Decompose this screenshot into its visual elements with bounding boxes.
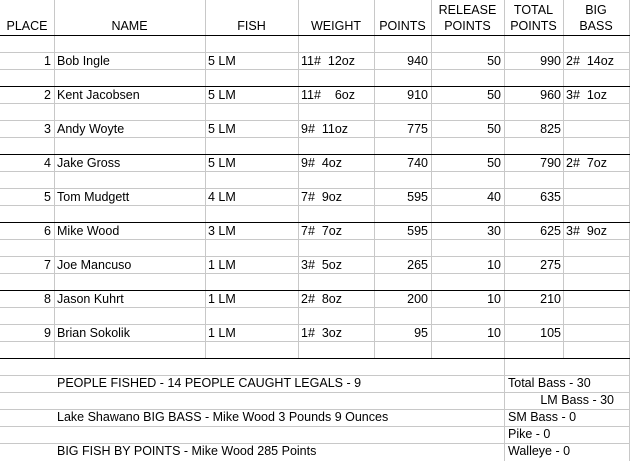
- header-bigbass-line2: BASS: [579, 19, 613, 33]
- pike-count: Pike - 0: [508, 427, 551, 441]
- release-points-cell: 50: [487, 88, 501, 102]
- release-points-cell: 10: [487, 258, 501, 272]
- walleye-count: Walleye - 0: [508, 444, 571, 458]
- points-cell: 595: [407, 190, 428, 204]
- big-bass-cell: 2# 7oz: [566, 156, 608, 170]
- big-bass-cell: [566, 189, 628, 206]
- total-points-cell: 790: [540, 156, 561, 170]
- name-cell: Mike Wood: [57, 224, 120, 238]
- table-bottom-border: [0, 358, 630, 359]
- total-points-cell: 990: [540, 54, 561, 68]
- big-bass-cell: [566, 257, 628, 274]
- place-cell: 3: [44, 122, 51, 136]
- fish-cell: 5 LM: [208, 122, 236, 136]
- total-points-cell: 105: [540, 326, 561, 340]
- header-bottom-border: [0, 35, 630, 36]
- big-bass-cell: 3# 1oz: [566, 88, 608, 102]
- grid-col-line: [298, 0, 299, 358]
- big-bass-cell: [566, 121, 628, 138]
- weight-cell: 9# 4oz: [301, 156, 343, 170]
- fish-cell: 5 LM: [208, 156, 236, 170]
- release-points-cell: 30: [487, 224, 501, 238]
- weight-cell: 3# 5oz: [301, 258, 343, 272]
- header-weight: WEIGHT: [311, 19, 361, 33]
- points-cell: 95: [414, 326, 428, 340]
- fish-cell: 4 LM: [208, 190, 236, 204]
- release-points-cell: 50: [487, 54, 501, 68]
- grid-col-line: [54, 0, 55, 358]
- place-cell: 9: [44, 326, 51, 340]
- header-total-line2: POINTS: [510, 19, 557, 33]
- points-cell: 775: [407, 122, 428, 136]
- weight-cell: 7# 7oz: [301, 224, 343, 238]
- release-points-cell: 50: [487, 156, 501, 170]
- total-bass-count: Total Bass - 30: [508, 376, 591, 390]
- fish-cell: 1 LM: [208, 258, 236, 272]
- fish-cell: 5 LM: [208, 54, 236, 68]
- place-cell: 6: [44, 224, 51, 238]
- fish-cell: 1 LM: [208, 292, 236, 306]
- release-points-cell: 50: [487, 122, 501, 136]
- name-cell: Joe Mancuso: [57, 258, 132, 272]
- big-bass-summary: Lake Shawano BIG BASS - Mike Wood 3 Pounds 9 Ounces: [57, 410, 389, 424]
- lm-bass-count: LM Bass - 30: [540, 393, 614, 407]
- total-points-cell: 275: [540, 258, 561, 272]
- name-cell: Tom Mudgett: [57, 190, 130, 204]
- place-cell: 5: [44, 190, 51, 204]
- header-fish: FISH: [237, 19, 266, 33]
- points-cell: 265: [407, 258, 428, 272]
- total-points-cell: 635: [540, 190, 561, 204]
- name-cell: Bob Ingle: [57, 54, 110, 68]
- grid-col-line: [563, 0, 564, 358]
- sm-bass-count: SM Bass - 0: [508, 410, 577, 424]
- fish-cell: 5 LM: [208, 88, 236, 102]
- name-cell: Brian Sokolik: [57, 326, 130, 340]
- fish-cell: 1 LM: [208, 326, 236, 340]
- points-cell: 200: [407, 292, 428, 306]
- header-points: POINTS: [379, 19, 426, 33]
- fish-cell: 3 LM: [208, 224, 236, 238]
- header-release-line2: POINTS: [444, 19, 491, 33]
- header-release-line1: RELEASE: [438, 3, 497, 17]
- place-cell: 4: [44, 156, 51, 170]
- big-bass-cell: [566, 325, 628, 342]
- name-cell: Kent Jacobsen: [57, 88, 140, 102]
- total-points-cell: 825: [540, 122, 561, 136]
- release-points-cell: 10: [487, 292, 501, 306]
- place-cell: 2: [44, 88, 51, 102]
- weight-cell: 11# 12oz: [301, 54, 355, 68]
- grid-col-line: [205, 0, 206, 358]
- place-cell: 8: [44, 292, 51, 306]
- big-bass-cell: 2# 14oz: [566, 54, 614, 68]
- place-cell: 7: [44, 258, 51, 272]
- name-cell: Andy Woyte: [57, 122, 125, 136]
- release-points-cell: 10: [487, 326, 501, 340]
- big-bass-cell: [566, 291, 628, 308]
- place-cell: 1: [44, 54, 51, 68]
- header-name: NAME: [111, 19, 148, 33]
- header-bigbass-line1: BIG: [585, 3, 607, 17]
- total-points-cell: 210: [540, 292, 561, 306]
- points-cell: 910: [407, 88, 428, 102]
- points-cell: 940: [407, 54, 428, 68]
- total-points-cell: 960: [540, 88, 561, 102]
- name-cell: Jason Kuhrt: [57, 292, 124, 306]
- total-points-cell: 625: [540, 224, 561, 238]
- people-fished-summary: PEOPLE FISHED - 14 PEOPLE CAUGHT LEGALS - 9: [57, 376, 362, 390]
- weight-cell: 7# 9oz: [301, 190, 343, 204]
- name-cell: Jake Gross: [57, 156, 121, 170]
- release-points-cell: 40: [487, 190, 501, 204]
- big-fish-points-summary: BIG FISH BY POINTS - Mike Wood 285 Points: [57, 444, 317, 458]
- header-place: PLACE: [6, 19, 48, 33]
- weight-cell: 9# 11oz: [301, 122, 349, 136]
- big-bass-cell: 3# 9oz: [566, 224, 608, 238]
- weight-cell: 1# 3oz: [301, 326, 343, 340]
- points-cell: 740: [407, 156, 428, 170]
- points-cell: 595: [407, 224, 428, 238]
- weight-cell: 11# 6oz: [301, 88, 355, 102]
- header-total-line1: TOTAL: [513, 3, 554, 17]
- weight-cell: 2# 8oz: [301, 292, 343, 306]
